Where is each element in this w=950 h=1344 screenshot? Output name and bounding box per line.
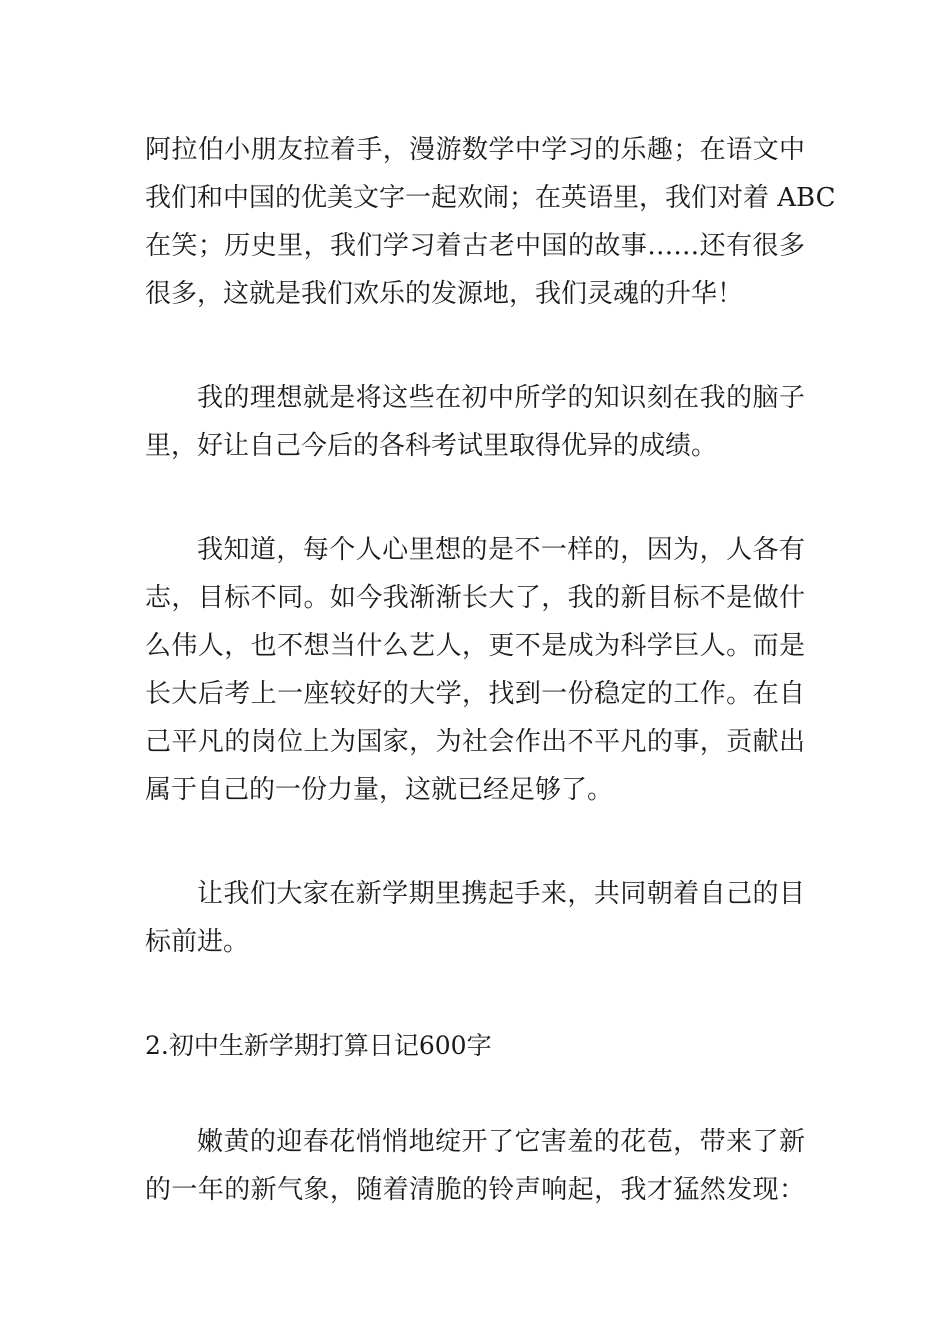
paragraph-3-line-4: 长大后考上一座较好的大学，找到一份稳定的工作。在自 [145,679,805,709]
paragraph-5-line-1: 嫩黄的迎春花悄悄地绽开了它害羞的花苞，带来了新 [197,1127,805,1157]
paragraph-1-line-2: 我们和中国的优美文字一起欢闹；在英语里，我们对着 ABC [145,183,836,213]
paragraph-1-line-3: 在笑；历史里，我们学习着古老中国的故事……还有很多 [145,231,805,261]
paragraph-1-line-1: 阿拉伯小朋友拉着手，漫游数学中学习的乐趣；在语文中 [145,135,805,165]
paragraph-3-line-2: 志，目标不同。如今我渐渐长大了，我的新目标不是做什 [145,583,805,613]
paragraph-4-line-2: 标前进。 [145,927,250,957]
paragraph-1-line-4: 很多，这就是我们欢乐的发源地，我们灵魂的升华！ [145,279,744,309]
section-heading: 2.初中生新学期打算日记600字 [145,1031,492,1060]
paragraph-5-line-2: 的一年的新气象，随着清脆的铃声响起，我才猛然发现： [145,1175,805,1205]
paragraph-3-line-5: 己平凡的岗位上为国家，为社会作出不平凡的事，贡献出 [145,727,805,757]
paragraph-4-line-1: 让我们大家在新学期里携起手来，共同朝着自己的目 [197,879,805,909]
paragraph-3-line-1: 我知道，每个人心里想的是不一样的，因为，人各有 [197,535,805,565]
paragraph-2-line-1: 我的理想就是将这些在初中所学的知识刻在我的脑子 [197,383,805,413]
paragraph-3-line-6: 属于自己的一份力量，这就已经足够了。 [145,775,614,805]
paragraph-3-line-3: 么伟人，也不想当什么艺人，更不是成为科学巨人。而是 [145,631,805,661]
paragraph-2-line-2: 里，好让自己今后的各科考试里取得优异的成绩。 [145,431,718,461]
